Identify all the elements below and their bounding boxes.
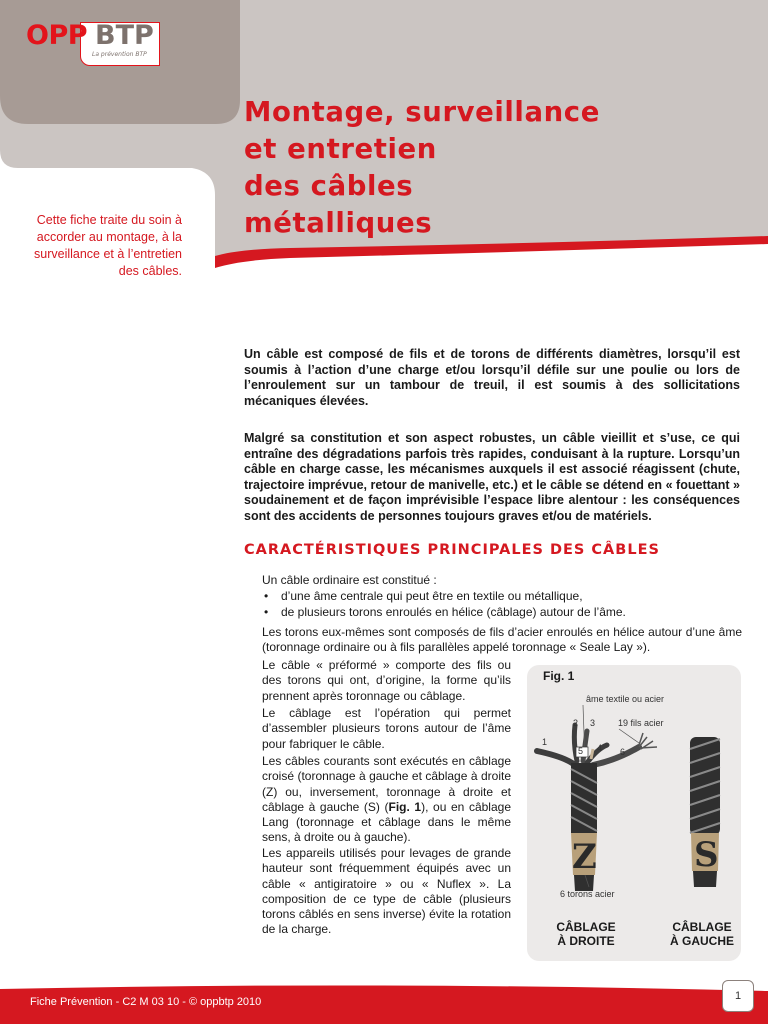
title-line: Montage, surveillance: [244, 96, 600, 128]
appareils-paragraph: Les appareils utilisés pour levages de grande hauteur sont fréquemment équipés avec un câble « antigiratoire » ou « Nuflex ». La composition de ce type de câble (plusieurs torons câblés en sens inverse) évite la rotation de la charge.: [262, 846, 511, 937]
strand-number: 4: [597, 743, 603, 753]
section-heading: CARACTÉRISTIQUES PRINCIPALES DES CÂBLES: [244, 542, 660, 558]
courants-text: Les câbles courants sont exécutés en câblage croisé (toronnage à gauche et câblage à droite (Z) ou, inversement, toronnage à droite et câblage à gauche (S) (: [262, 754, 511, 814]
bullet-icon: •: [264, 589, 269, 603]
torons-label: 6 torons acier: [560, 889, 615, 899]
s-letter: S: [694, 835, 719, 875]
caption-line: À DROITE: [557, 934, 615, 948]
page-number-badge: [722, 980, 754, 1012]
preforme-paragraph: Le câble « préformé » comporte des fils ou des torons qui ont, d’origine, la forme qu’ils prennent après toronnage ou câblage.: [262, 658, 511, 703]
list-item: [262, 589, 626, 605]
title-line: des câbles: [244, 170, 414, 202]
z-letter: Z: [572, 837, 597, 877]
caption-line: À GAUCHE: [669, 934, 734, 948]
figure-panel: [527, 665, 741, 961]
oppbtp-logo: [26, 20, 162, 72]
logo-opp-text: OPP: [26, 20, 88, 51]
fils-label: 19 fils acier: [618, 718, 664, 728]
strand-number: 1: [542, 737, 548, 747]
ame-label: âme textile ou acier: [586, 694, 665, 704]
caption-line: CÂBLAGE: [556, 920, 616, 934]
courants-text: ), ou en câblage Lang (toronnage et câblage dans le même sens, à droite ou à gauche).: [262, 799, 511, 845]
strand-number: 2: [573, 718, 579, 728]
figure-label: Fig. 1: [543, 669, 575, 683]
footer-text: Fiche Prévention - C2 M 03 10 - © oppbtp 2010: [30, 996, 262, 1008]
caption-cablage-droite: [549, 920, 623, 948]
page-number: 1: [734, 990, 742, 1002]
title-line: et entretien: [244, 133, 437, 165]
component-list: [262, 589, 626, 620]
strand-number: 5: [578, 746, 584, 756]
logo-tagline: La prévention BTP: [92, 51, 147, 58]
logo-btp-text: BTP: [95, 20, 154, 51]
lead-paragraph: Un câble est composé de fils et de torons de différents diamètres, lorsqu’il est soumis à l’action d’une charge et/ou lorsqu’il défile sur une poulie ou lors de l’enroulement sur un tambour de treuil, il est soumis à des sollicitations mécaniques élevées.: [244, 347, 740, 408]
page-title: [244, 94, 600, 242]
strand-number: 3: [590, 718, 596, 728]
list-intro: Un câble ordinaire est constitué :: [262, 573, 437, 587]
courants-paragraph: [262, 754, 511, 846]
caption-line: CÂBLAGE: [672, 920, 732, 934]
list-item-text: d’une âme centrale qui peut être en textile ou métallique,: [281, 589, 583, 603]
title-line: métalliques: [244, 207, 433, 239]
intro-summary: Cette fiche traite du soin à accorder au montage, à la surveillance et à l’entretien des câbles.: [34, 213, 182, 278]
list-item-text: de plusieurs torons enroulés en hélice (câblage) autour de l’âme.: [281, 604, 626, 619]
figure-reference: Fig. 1: [388, 799, 422, 814]
cable-illustration: [527, 665, 741, 961]
lead-paragraph: Malgré sa constitution et son aspect robustes, un câble vieillit et s’use, ce qui entraîne des dégradations parfois très rapides, conduisant à la rupture. Lorsqu’un câble en charge casse, les mécanismes auxquels il est associé réagissent (chute, trajectoire imprévue, retour de manivelle, etc.) et le câble se détend en « fouettant » soudainement et de façon imprévisible l’espace libre alentour : les conséquences sont des accidents de personnes toujours graves et/ou de matériels.: [244, 431, 740, 523]
bullet-icon: •: [264, 604, 269, 619]
caption-cablage-gauche: [665, 920, 739, 948]
list-item: [262, 605, 626, 621]
strand-number: 6: [620, 747, 626, 757]
torons-paragraph: Les torons eux-mêmes sont composés de fils d’acier enroulés en hélice autour d’une âme (toronnage ordinaire ou à fils parallèles appelé toronnage « Seale Lay »).: [262, 625, 742, 655]
cablage-paragraph: Le câblage est l’opération qui permet d’assembler plusieurs torons autour de l’âme pour fabriquer le câble.: [262, 706, 511, 751]
